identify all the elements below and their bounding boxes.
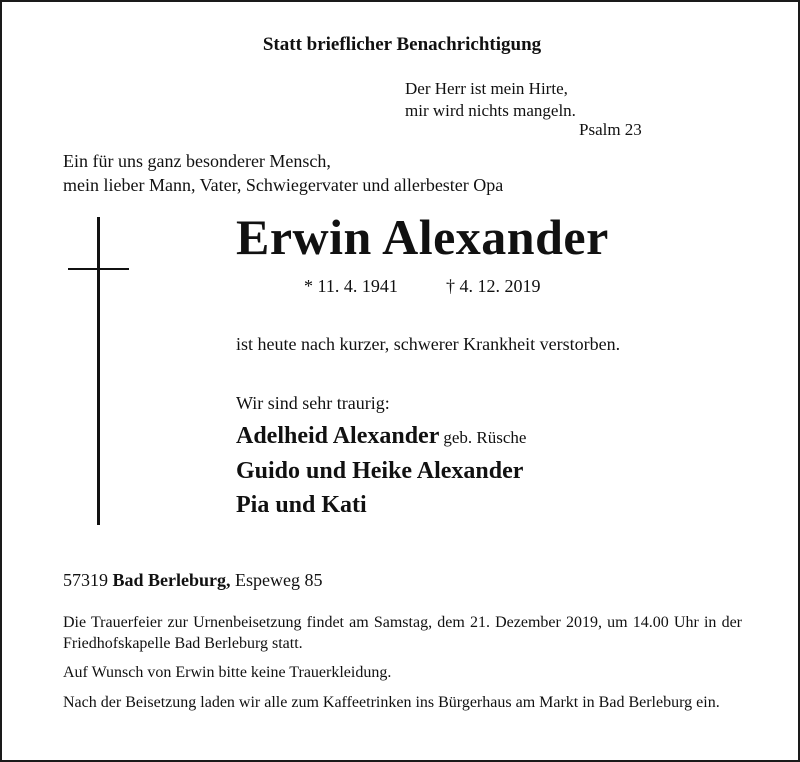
- attire-notice: Auf Wunsch von Erwin bitte keine Trauerkleidung.: [63, 664, 392, 681]
- cross-icon-vertical: [97, 217, 100, 525]
- mourner-1: [236, 423, 526, 450]
- mourner-1-maiden-name: geb. Rüsche: [443, 428, 527, 447]
- street: Espeweg 85: [235, 570, 323, 590]
- mourners-intro: Wir sind sehr traurig:: [236, 393, 390, 413]
- notice-heading: Statt brieflicher Benachrichtigung: [262, 34, 542, 55]
- intro-line-2: mein lieber Mann, Vater, Schwiegervater und allerbester Opa: [63, 175, 504, 195]
- reception-notice: Nach der Beisetzung laden wir alle zum Kaffeetrinken ins Bürgerhaus am Markt in Bad Berleburg ein.: [63, 694, 720, 711]
- funeral-notice: Die Trauerfeier zur Urnenbeisetzung findet am Samstag, dem 21. Dezember 2019, um 14.00 Uhr in der Friedhofskapelle Bad Berleburg statt.: [63, 614, 742, 652]
- mourner-2: Guido und Heike Alexander: [236, 458, 524, 484]
- psalm-line-2: mir wird nichts mangeln.: [405, 101, 576, 120]
- psalm-line-1: Der Herr ist mein Hirte,: [405, 79, 568, 98]
- birth-date: * 11. 4. 1941: [304, 276, 398, 296]
- intro-line-1: Ein für uns ganz besonderer Mensch,: [63, 151, 331, 171]
- psalm-reference: Psalm 23: [579, 120, 642, 139]
- psalm-quote: [405, 78, 576, 122]
- intro-text: [63, 149, 503, 197]
- death-message: ist heute nach kurzer, schwerer Krankheit verstorben.: [236, 334, 621, 354]
- postcode: 57319: [63, 570, 108, 590]
- mourner-3: Pia und Kati: [236, 492, 367, 518]
- mourner-1-name: Adelheid Alexander: [236, 423, 440, 449]
- city: Bad Berleburg,: [112, 570, 231, 590]
- deceased-name: Erwin Alexander: [236, 209, 609, 265]
- cross-icon-horizontal: [68, 268, 129, 270]
- address: [63, 570, 323, 591]
- death-date: † 4. 12. 2019: [446, 276, 541, 296]
